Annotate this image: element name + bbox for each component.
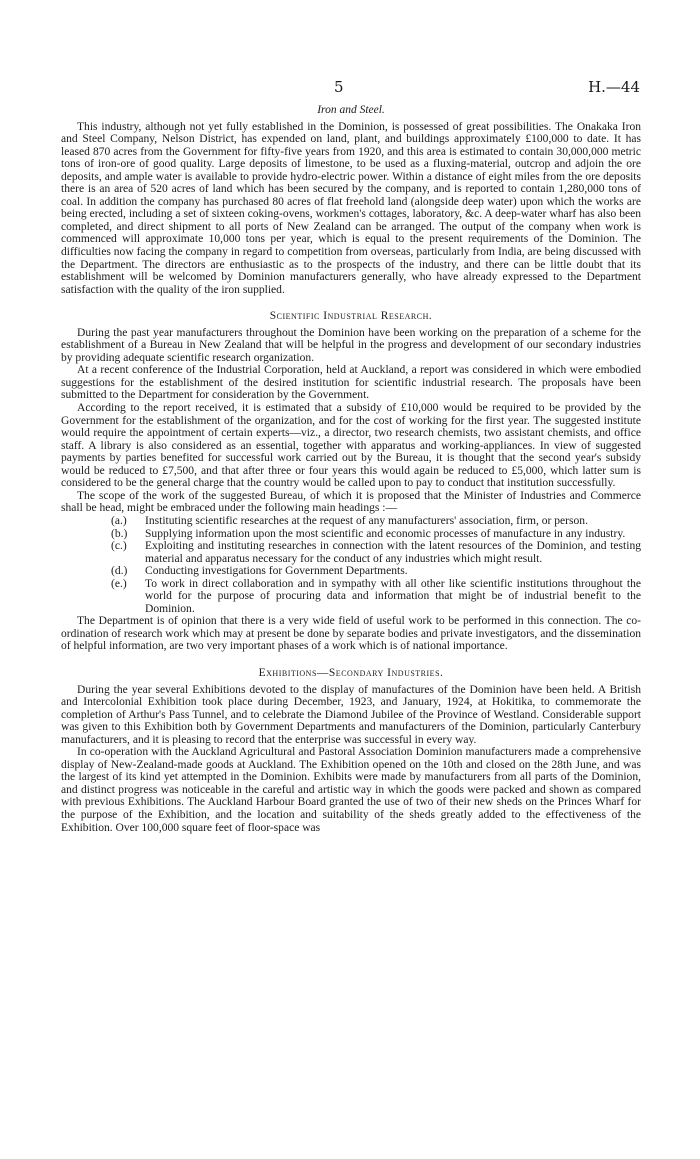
list-item bbox=[61, 528, 641, 541]
list-marker: (a.) bbox=[111, 514, 127, 527]
page-number: 5 bbox=[334, 78, 344, 96]
list-marker: (b.) bbox=[111, 527, 128, 540]
list-marker: (c.) bbox=[111, 540, 127, 553]
paragraph: During the year several Exhibitions devoted to the display of manufactures of the Dominion have been held. A British and Intercolonial Exhibition took place during December, 1923, and January, 1924, at Hokitika, to commemorate the completion of Arthur's Pass Tunnel, and to celebrate the Diamond Jubilee of the Province of Westland. Considerable support was given to this Exhibition both by Government Departments and manufacturers of the Dominion, particularly Canterbury manufacturers, and it is pleasing to record that the enterprise was successful in every way. bbox=[61, 683, 641, 746]
document-code: H.—44 bbox=[588, 78, 640, 96]
page-header bbox=[0, 78, 700, 100]
list-item bbox=[61, 515, 641, 528]
paragraph: The Department is of opinion that there is a very wide field of useful work to be performed in this connection. The co-ordination of research work which may at present be done by separate bodies and private investigators, and the dissemination of helpful information, are two very important phases of a work which is of national importance. bbox=[61, 615, 641, 653]
list-marker: (e.) bbox=[111, 577, 127, 590]
section-heading-scientific-research: Scientific Industrial Research. bbox=[269, 310, 433, 323]
list-marker: (d.) bbox=[111, 565, 128, 578]
section-heading-exhibitions: Exhibitions—Secondary Industries. bbox=[258, 666, 444, 679]
list-item bbox=[61, 578, 641, 616]
paragraph: During the past year manufacturers throughout the Dominion have been working on the preparation of a scheme for the establishment of a Bureau in New Zealand that will be helpful in the progress and development of our secondary industries by providing adequate scientific research organization. bbox=[61, 326, 641, 364]
paragraph: The scope of the work of the suggested Bureau, of which it is proposed that the Minister of Industries and Commerce shall be head, might be embraced under the following main headings :— bbox=[61, 489, 641, 515]
list-item-text: Conducting investigations for Government Departments. bbox=[145, 565, 408, 578]
list-item-text: To work in direct collaboration and in sympathy with all other like scientific institutions throughout the world for the purpose of procuring data and information that might be of industrial benefit to the Dominion. bbox=[145, 577, 641, 615]
list-item bbox=[61, 565, 641, 578]
headings-list bbox=[61, 515, 641, 615]
paragraph: In co-operation with the Auckland Agricultural and Pastoral Association Dominion manufacturers made a comprehensive display of New-Zealand-made goods at Auckland. The Exhibition opened on the 10th and closed on the 28th June, and was the largest of its kind yet attempted in the Dominion. Exhibits were made by manufacturers from all parts of the Dominion, and distinct progress was noticeable in the careful and artistic way in which the goods were packed and shown as compared with previous Exhibitions. The Auckland Harbour Board granted the use of two of their new sheds on the Princes Wharf for the purpose of the Exhibition, and the location and suitability of the sheds greatly added to the effectiveness of the Exhibition. Over 100,000 square feet of floor-space was bbox=[61, 746, 641, 834]
paragraph: This industry, although not yet fully established in the Dominion, is possessed of great possibilities. The Onakaka Iron and Steel Company, Nelson District, has expended on land, plant, and buildings approximately £100,000 to date. It has leased 870 acres from the Government for fifty-five years from 1920, and this area is estimated to contain 30,000,000 metric tons of iron-ore of good quality. Large deposits of limestone, to be used as a fluxing-material, outcrop and adjoin the ore deposits, and ample water is available to provide hydro-electric power. Within a distance of eight miles from the ore deposits there is an area of 520 acres of land which has been secured by the company, and is reported to contain 1,280,000 tons of coal. In addition the company has purchased 80 acres of flat freehold land (alongside deep water) upon which the works are being erected, including a set of sixteen coking-ovens, workmen's cottages, laboratory, &c. A deep-water wharf has also been completed, and direct shipment to all ports of New Zealand can be arranged. The output of the company when work is commenced will approximate 10,000 tons per year, which is equal to the present requirements of the Dominion. The difficulties now facing the company in regard to competition from overseas, particularly from India, are being discussed with the Department. The directors are enthusiastic as to the prospects of the industry, and there can be little doubt that its establishment will be welcomed by Dominion manufacturers generally, who have already expressed to the Department satisfaction with the quality of the iron supplied. bbox=[61, 120, 641, 296]
list-item bbox=[61, 540, 641, 565]
page-content bbox=[61, 104, 641, 834]
list-item-text: Supplying information upon the most scientific and economic processes of manufacture in any industry. bbox=[145, 527, 626, 540]
section-heading-iron-steel: Iron and Steel. bbox=[317, 104, 385, 116]
paragraph: At a recent conference of the Industrial Corporation, held at Auckland, a report was considered in which were embodied suggestions for the establishment of the desired institution for scientific industrial research. The proposals have been submitted to the Department for consideration by the Government. bbox=[61, 364, 641, 402]
list-item-text: Instituting scientific researches at the request of any manufacturers' association, firm, or person. bbox=[145, 514, 588, 527]
list-item-text: Exploiting and instituting researches in connection with the latent resources of the Dominion, and testing material and apparatus necessary for the conduct of any industries which might result. bbox=[145, 540, 641, 565]
paragraph: According to the report received, it is estimated that a subsidy of £10,000 would be required to be provided by the Government for the establishment of the organization, and for the cost of working for the first year. The suggested institute would require the appointment of certain experts—viz., a director, two research chemists, two assistant chemists, and office staff. A library is also considered as an essential, together with apparatus and working-appliances. In view of suggested payments by parties benefited for successful work carried out by the Bureau, it is thought that the second year's subsidy would be reduced to £7,500, and that after three or four years this would again be reduced to £5,000, which latter sum is considered to be the general charge that the country would be called upon to pay to conduct that institution successfully. bbox=[61, 402, 641, 490]
